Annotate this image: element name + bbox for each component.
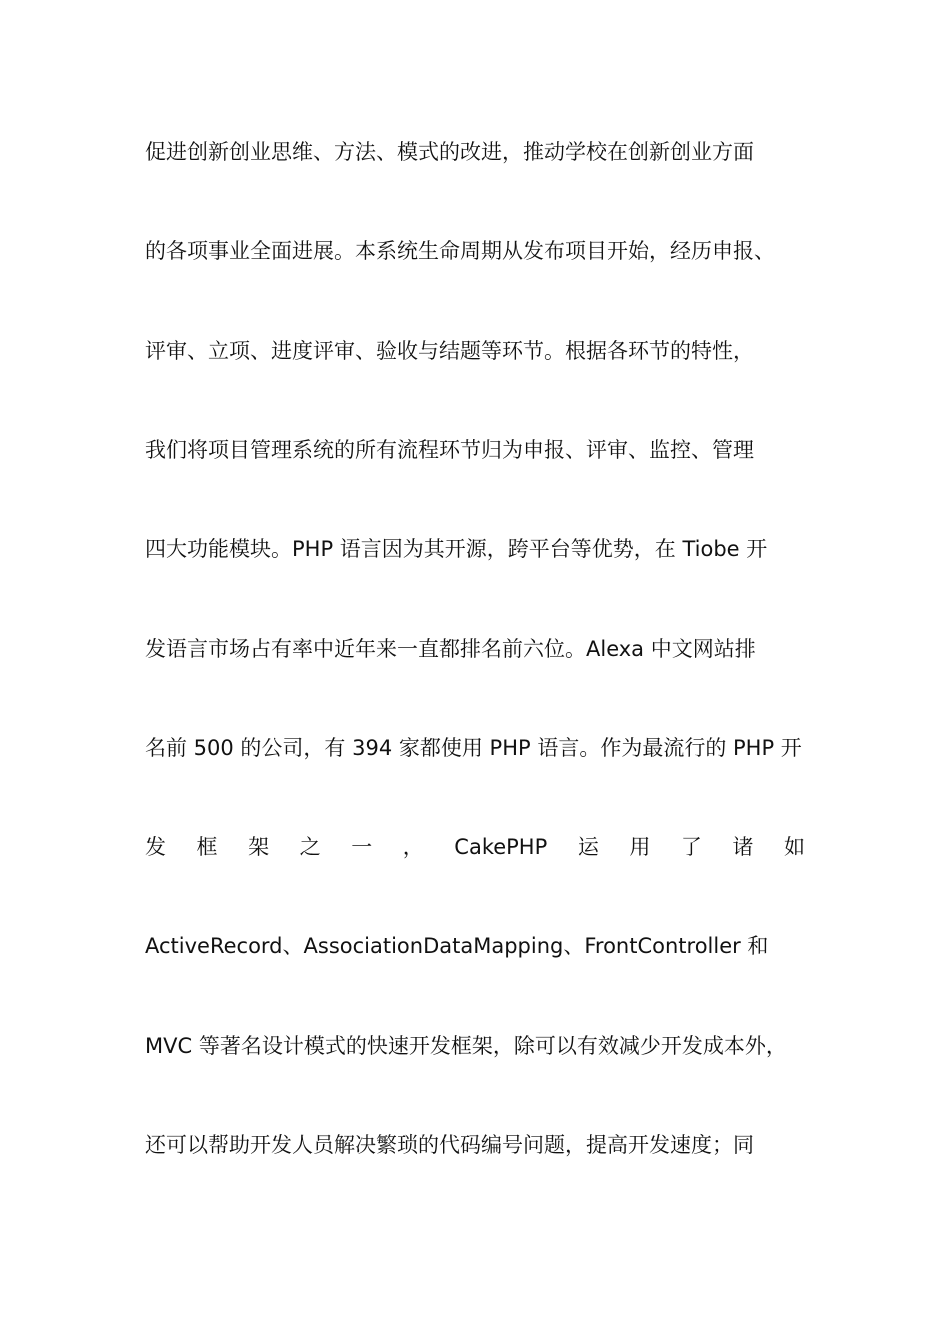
spread-word: 框 xyxy=(196,835,218,859)
text-line-4: 我们将项目管理系统的所有流程环节归为申报、评审、监控、管理 xyxy=(145,438,754,462)
spread-word: 诸 xyxy=(732,835,754,859)
text-line-8-justified xyxy=(145,830,805,864)
spread-word: 一 xyxy=(351,835,373,859)
text-line-5: 四大功能模块。PHP 语言因为其开源，跨平台等优势，在 Tiobe 开 xyxy=(145,537,768,561)
text-line-3: 评审、立项、进度评审、验收与结题等环节。根据各环节的特性， xyxy=(145,339,754,363)
text-line-7: 名前 500 的公司，有 394 家都使用 PHP 语言。作为最流行的 PHP 开 xyxy=(145,736,802,760)
text-line-1: 促进创新创业思维、方法、模式的改进，推动学校在创新创业方面 xyxy=(145,140,754,164)
spread-word: 了 xyxy=(680,835,702,859)
text-line-10: MVC 等著名设计模式的快速开发框架，除可以有效减少开发成本外， xyxy=(145,1034,787,1058)
text-line-9: ActiveRecord、AssociationDataMapping、FrontController 和 xyxy=(145,934,769,958)
text-line-11: 还可以帮助开发人员解决繁琐的代码编号问题，提高开发速度；同 xyxy=(145,1133,754,1157)
spread-word: 之 xyxy=(299,835,321,859)
spread-word: ， xyxy=(402,835,424,859)
spread-word: CakePHP xyxy=(454,835,548,859)
text-line-2: 的各项事业全面进展。本系统生命周期从发布项目开始，经历申报、 xyxy=(145,239,775,263)
spread-word: 发 xyxy=(145,835,166,859)
spread-word: 架 xyxy=(248,835,270,859)
spread-word: 如 xyxy=(784,835,805,859)
spread-word: 用 xyxy=(629,835,651,859)
text-line-6: 发语言市场占有率中近年来一直都排名前六位。Alexa 中文网站排 xyxy=(145,637,756,661)
spread-word: 运 xyxy=(577,835,599,859)
